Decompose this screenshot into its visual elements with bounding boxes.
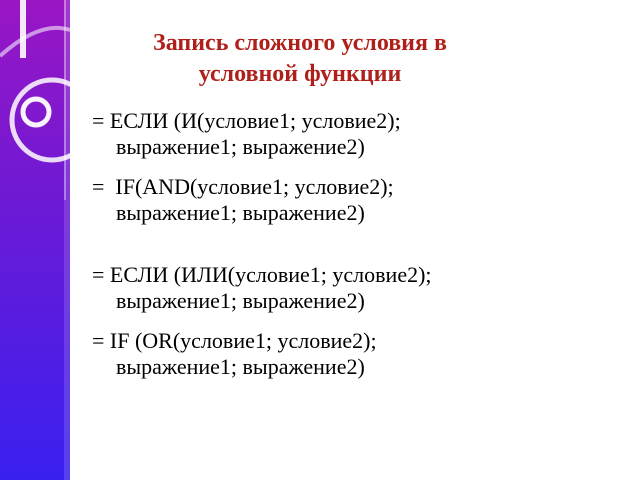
formula-continuation: выражение1; выражение2)	[116, 354, 365, 379]
formula-continuation: выражение1; выражение2)	[116, 200, 365, 225]
formula-line: = IF (OR(условие1; условие2);	[92, 328, 377, 353]
decorative-sidebar	[0, 0, 70, 480]
formula-list	[92, 108, 632, 394]
formula-if-and-ru	[92, 108, 632, 160]
formula-if-and-en	[92, 174, 632, 226]
slide-title-line-2: условной функции	[198, 61, 402, 87]
slide-title-line-1: Запись сложного условия в	[153, 30, 447, 56]
formula-line: = IF(AND(условие1; условие2);	[92, 174, 394, 199]
slide-title	[80, 28, 520, 90]
formula-continuation: выражение1; выражение2)	[116, 288, 365, 313]
formula-continuation: выражение1; выражение2)	[116, 134, 365, 159]
formula-line: = ЕСЛИ (ИЛИ(условие1; условие2);	[92, 262, 432, 287]
formula-if-or-ru	[92, 262, 632, 314]
formula-if-or-en	[92, 328, 632, 380]
sidebar-stripe	[64, 0, 70, 480]
formula-line: = ЕСЛИ (И(условие1; условие2);	[92, 108, 401, 133]
